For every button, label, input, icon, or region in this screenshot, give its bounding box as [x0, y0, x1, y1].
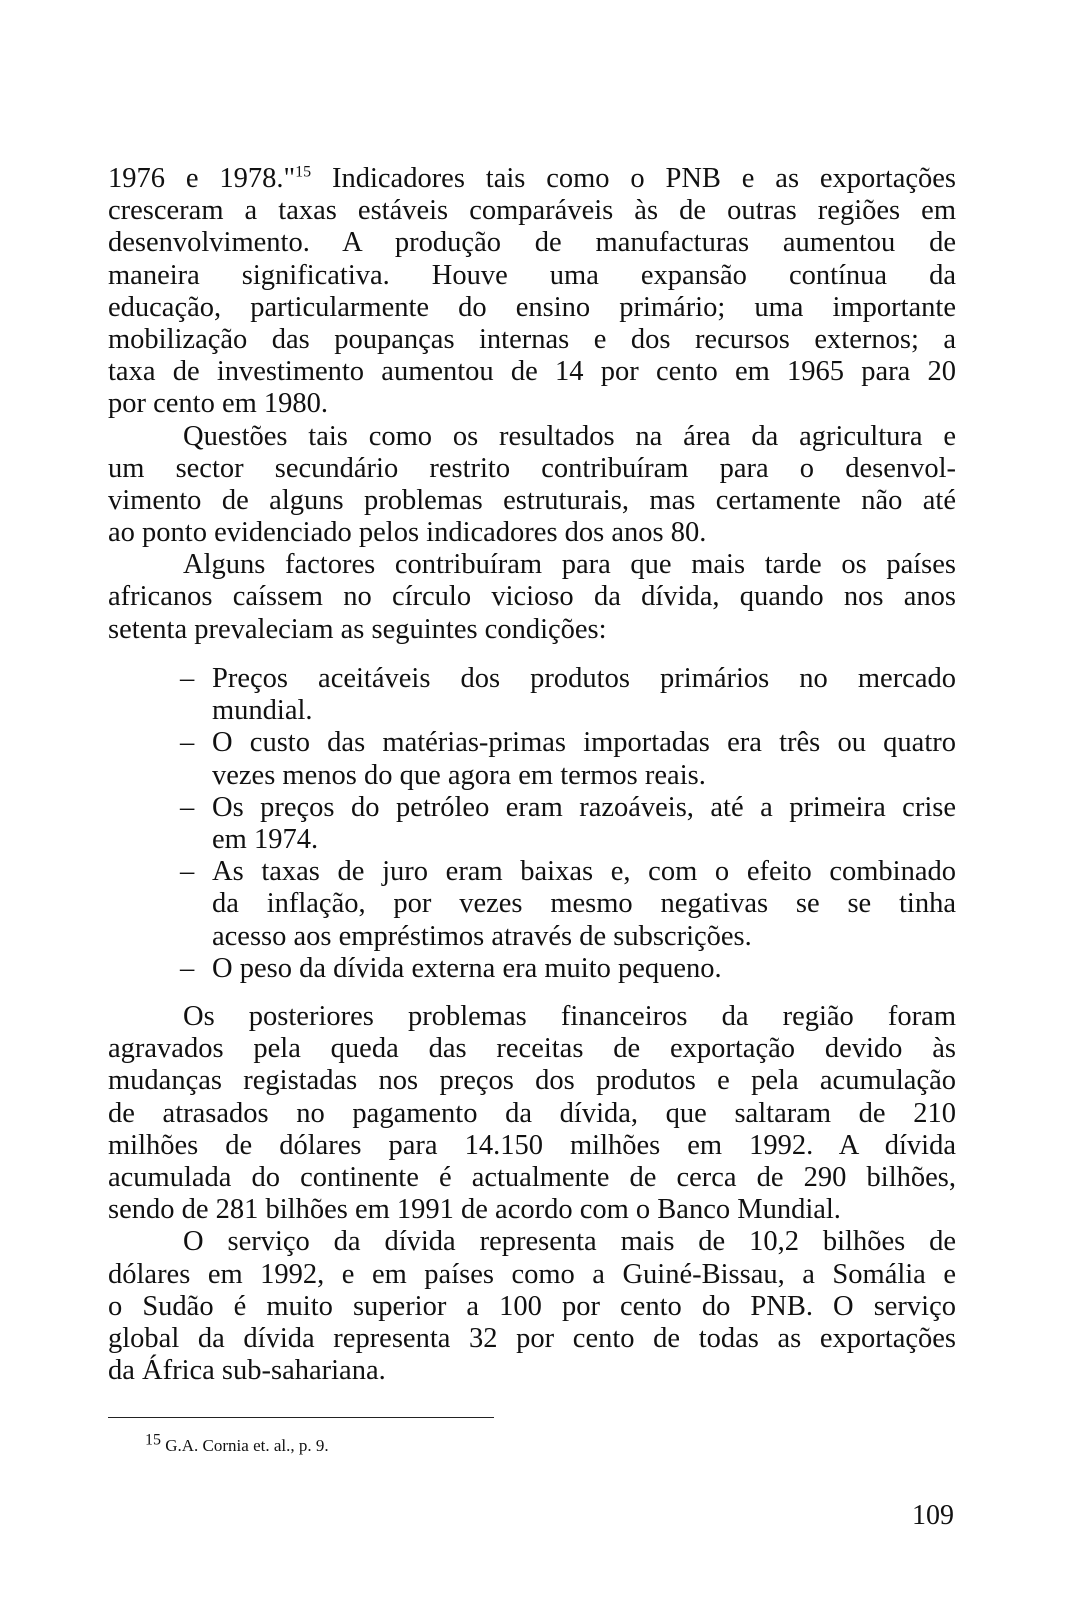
text-line: acesso aos empréstimos através de subscrições. [212, 920, 752, 952]
text-line: O custo das matérias-primas importadas era três ou quatro [212, 727, 956, 759]
text-line: sendo de 281 bilhões em 1991 de acordo com o Banco Mundial. [108, 1194, 841, 1226]
text-line: Alguns factores contribuíram para que mais tarde os países [183, 549, 956, 581]
bullet-dash: – [180, 663, 195, 694]
body-text-bottom [108, 1001, 956, 1387]
conditions-list [180, 663, 956, 985]
text-line: agravados pela queda das receitas de exportação devido às [108, 1033, 956, 1065]
text-line: Os posteriores problemas financeiros da região foram [183, 1001, 956, 1032]
text-line: maneira significativa. Houve uma expansão contínua da [108, 259, 956, 291]
bullet-dash: – [180, 856, 195, 888]
text-line: da inflação, por vezes mesmo negativas se se tinha [212, 888, 956, 920]
text-line: Preços aceitáveis dos produtos primários no mercado [212, 663, 956, 694]
text-line: o Sudão é muito superior a 100 por cento do PNB. O serviço [108, 1290, 956, 1322]
footnote-text: G.A. Cornia et. al., p. 9. [165, 1436, 329, 1455]
text-line: mudanças registadas nos preços dos produtos e pela acumulação [108, 1065, 956, 1097]
list-item-text [212, 856, 956, 953]
text-line: taxa de investimento aumentou de 14 por cento em 1965 para 20 [108, 356, 956, 388]
text-line: mobilização das poupanças internas e dos recursos externos; a [108, 323, 956, 355]
text-line: mundial. [212, 695, 313, 727]
list-item-text [212, 727, 956, 791]
body-text-top [108, 163, 956, 646]
text-line [108, 163, 956, 195]
paragraph [108, 1001, 956, 1226]
text-line: da África sub-sahariana. [108, 1355, 386, 1387]
text-line: cresceram a taxas estáveis comparáveis às de outras regiões em [108, 195, 956, 227]
text-line: vezes menos do que agora em termos reais. [212, 759, 706, 791]
bullet-dash: – [180, 791, 195, 823]
paragraph [108, 421, 956, 550]
list-item [180, 663, 956, 727]
text-line: Questões tais como os resultados na área da agricultura e [183, 420, 956, 452]
list-item-text [212, 792, 956, 856]
text-line: ao ponto evidenciado pelos indicadores dos anos 80. [108, 517, 707, 549]
text-line: africanos caíssem no círculo vicioso da dívida, quando nos anos [108, 581, 956, 613]
bullet-dash: – [180, 952, 195, 984]
text-line: O serviço da dívida representa mais de 10,2 bilhões de [183, 1226, 956, 1258]
text-line: milhões de dólares para 14.150 milhões em 1992. A dívida [108, 1129, 956, 1161]
text-line: global da dívida representa 32 por cento de todas as exportações [108, 1322, 956, 1354]
paragraph [108, 1226, 956, 1387]
text-line: acumulada do continente é actualmente de cerca de 290 bilhões, [108, 1161, 956, 1193]
list-item-text [212, 663, 956, 727]
list-item [180, 727, 956, 791]
page-number: 109 [912, 1500, 954, 1531]
bullet-dash: – [180, 727, 195, 759]
text-line: O peso da dívida externa era muito pequeno. [212, 952, 722, 984]
footnote-divider [108, 1417, 494, 1418]
list-item-text [212, 953, 956, 985]
text-line: As taxas de juro eram baixas e, com o efeito combinado [212, 856, 956, 888]
line-text: Indicadores tais como o PNB e as exportações [311, 163, 956, 194]
text-line: por cento em 1980. [108, 388, 329, 420]
text-line: um sector secundário restrito contribuíram para o desenvol- [108, 452, 956, 484]
text-line: em 1974. [212, 823, 319, 855]
footnote-ref: 15 [295, 163, 312, 181]
paragraph [108, 163, 956, 421]
text-line: vimento de alguns problemas estruturais, mas certamente não até [108, 484, 956, 516]
list-item [180, 953, 956, 985]
paragraph [108, 549, 956, 646]
footnote [145, 1431, 329, 1456]
footnote-number: 15 [145, 1431, 161, 1449]
text-line: desenvolvimento. A produção de manufacturas aumentou de [108, 227, 956, 259]
text-line: educação, particularmente do ensino primário; uma importante [108, 291, 956, 323]
text-line: Os preços do petróleo eram razoáveis, até a primeira crise [212, 791, 956, 823]
list-item [180, 856, 956, 953]
text-line: dólares em 1992, e em países como a Guiné-Bissau, a Somália e [108, 1258, 956, 1290]
list-item [180, 792, 956, 856]
line-text: 1976 e 1978." [108, 163, 296, 194]
text-line: setenta prevaleciam as seguintes condições: [108, 613, 607, 645]
text-line: de atrasados no pagamento da dívida, que saltaram de 210 [108, 1097, 956, 1129]
